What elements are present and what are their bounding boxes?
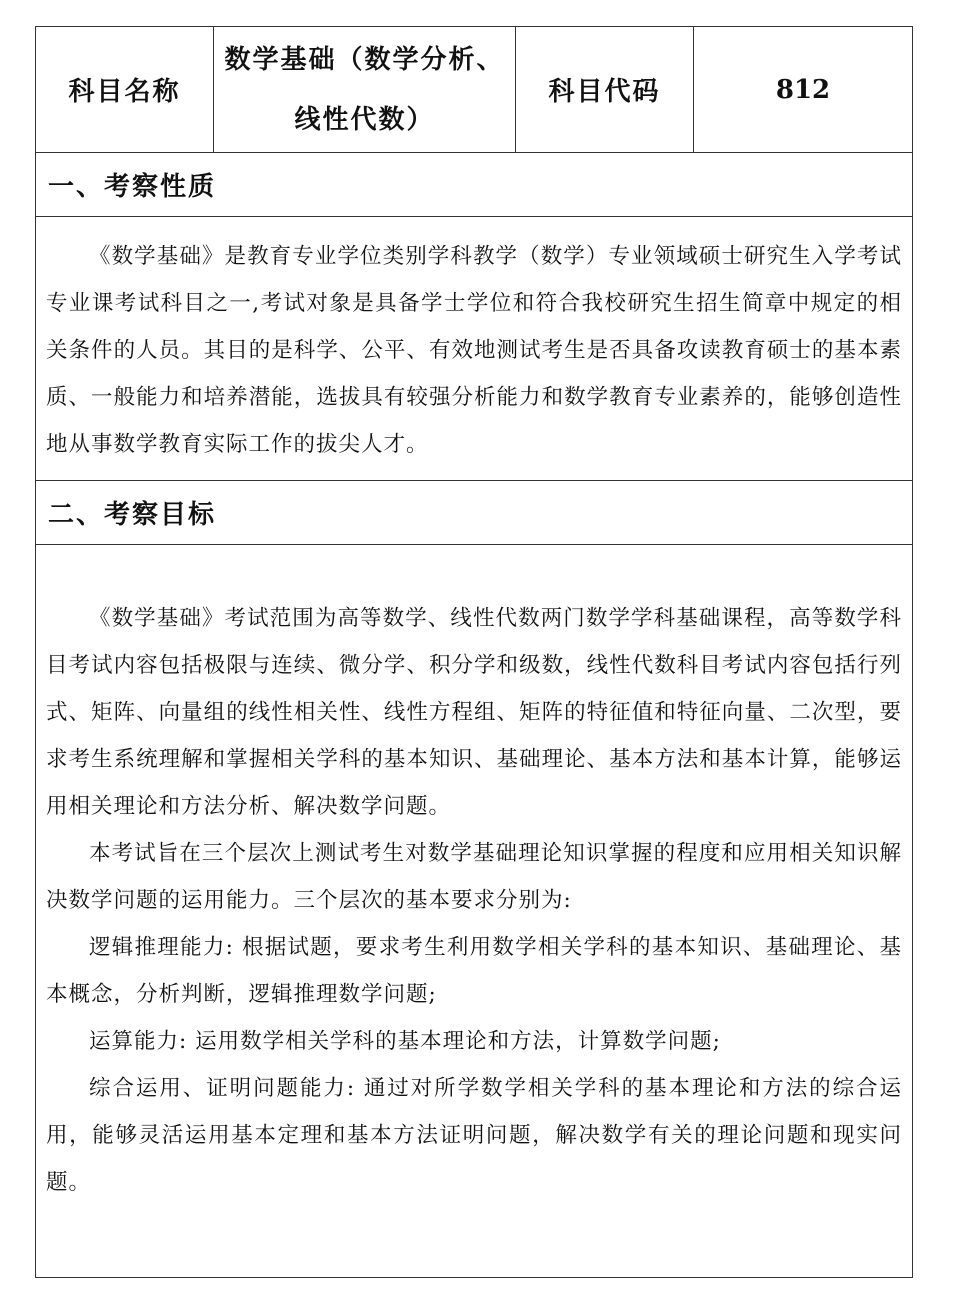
subject-name-value-cell bbox=[214, 27, 516, 152]
section2-paragraph-scope: 《数学基础》考试范围为高等数学、线性代数两门数学学科基础课程，高等数学科目考试内容包括极限与连续、微分学、积分学和级数，线性代数科目考试内容包括行列式、矩阵、向量组的线性相关性、线性方程组、矩阵的特征值和特征向量、二次型，要求考生系统理解和掌握相关学科的基本知识、基础理论、基本方法和基本计算，能够运用相关理论和方法分析、解决数学问题。 bbox=[46, 606, 902, 819]
subject-header-row bbox=[36, 27, 912, 153]
section2-paragraph-proof: 综合运用、证明问题能力: 通过对所学数学相关学科的基本理论和方法的综合运用，能够灵活运用基本定理和基本方法证明问题，解决数学有关的理论问题和现实问题。 bbox=[46, 1076, 902, 1195]
section2-paragraph-logic: 逻辑推理能力: 根据试题，要求考生利用数学相关学科的基本知识、基础理论、基本概念，分析判断，逻辑推理数学问题; bbox=[46, 935, 902, 1007]
section1-title: 一、考察性质 bbox=[36, 153, 912, 217]
subject-name-label: 科目名称 bbox=[68, 77, 181, 107]
section2-paragraph-levels: 本考试旨在三个层次上测试考生对数学基础理论知识掌握的程度和应用相关知识解决数学问题的运用能力。三个层次的基本要求分别为: bbox=[46, 841, 902, 913]
exam-outline-table bbox=[35, 26, 913, 1278]
subject-code-value: 812 bbox=[775, 74, 831, 105]
subject-code-label-cell bbox=[516, 27, 694, 152]
section2-body bbox=[36, 545, 912, 1277]
subject-code-value-cell bbox=[694, 27, 912, 152]
subject-code-label: 科目代码 bbox=[548, 77, 661, 107]
section1-paragraph: 《数学基础》是教育专业学位类别学科教学（数学）专业领域硕士研究生入学考试专业课考试科目之一,考试对象是具备学士学位和符合我校研究生招生简章中规定的相关条件的人员。其目的是科学、公平、有效地测试考生是否具备攻读教育硕士的基本素质、一般能力和培养潜能，选拔具有较强分析能力和数学教育专业素养的，能够创造性地从事数学教育实际工作的拔尖人才。 bbox=[46, 244, 902, 457]
section1-body bbox=[36, 217, 912, 481]
subject-name-value-line2: 线性代数） bbox=[294, 104, 435, 135]
section2-title: 二、考察目标 bbox=[36, 481, 912, 545]
section2-paragraph-computation: 运算能力: 运用数学相关学科的基本理论和方法，计算数学问题; bbox=[89, 1029, 721, 1054]
subject-name-value bbox=[224, 30, 504, 150]
subject-name-label-cell bbox=[36, 27, 214, 152]
subject-name-value-line1: 数学基础（数学分析、 bbox=[224, 44, 505, 75]
